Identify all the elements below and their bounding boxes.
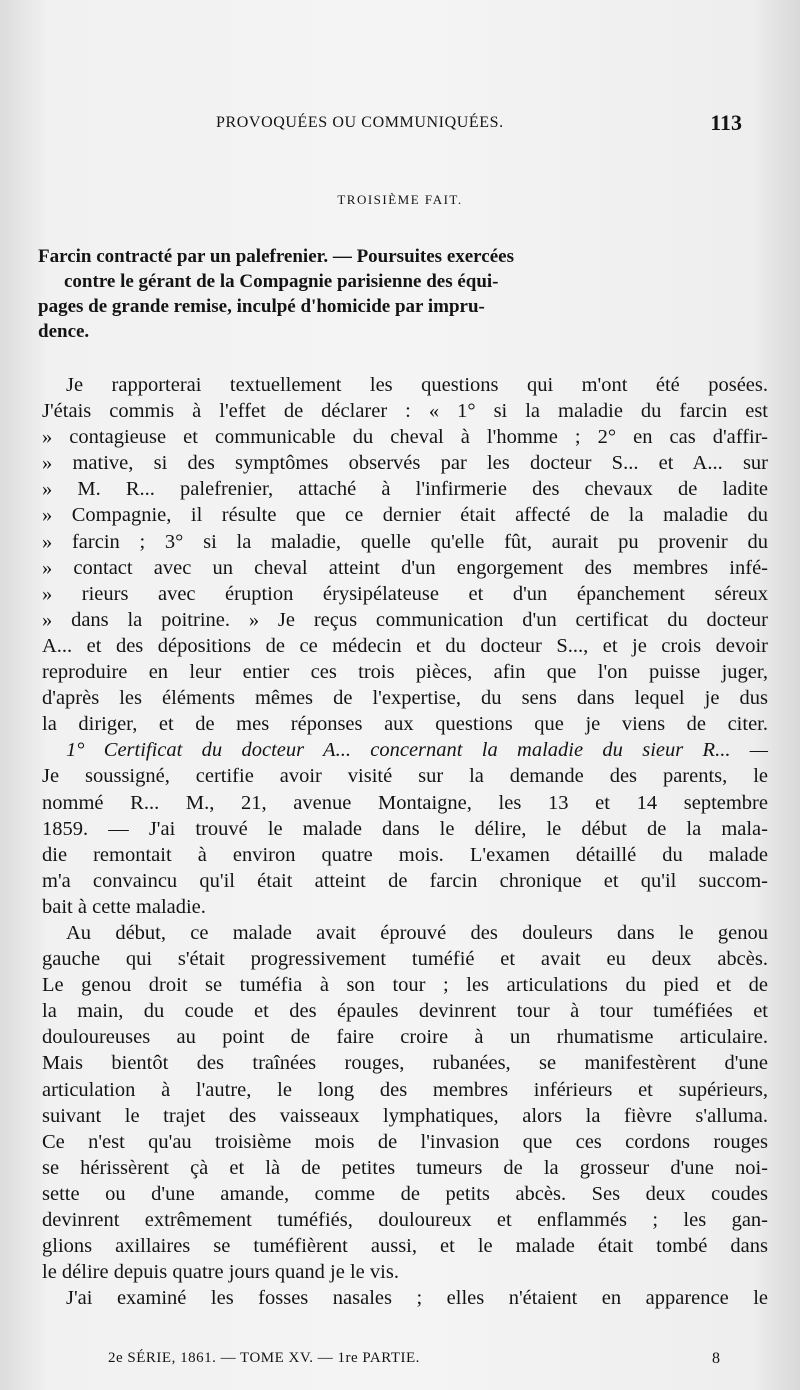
running-head: PROVOQUÉES OU COMMUNIQUÉES. [216, 114, 504, 131]
case-heading [38, 244, 766, 344]
heading-line: contre le gérant de la Compagnie parisienne des équi- [64, 271, 499, 292]
text-line: bait à cette maladie. [42, 895, 206, 918]
text-line: » contagieuse et communicable du cheval à l'homme ; 2° en cas d'affir- [42, 426, 768, 449]
text-line: J'ai examiné les fosses nasales ; elles n'étaient en apparence le [66, 1287, 768, 1310]
text-line: gauche qui s'était progressivement tuméfié et avait eu deux abcès. [42, 948, 768, 971]
text-line: » farcin ; 3° si la maladie, quelle qu'elle fût, aurait pu provenir du [42, 530, 768, 553]
text-line: suivant le trajet des vaisseaux lymphatiques, alors la fièvre s'alluma. [42, 1104, 768, 1127]
text-line: nommé R... M., 21, avenue Montaigne, les 13 et 14 septembre [42, 791, 768, 814]
text-line: la diriger, et de mes réponses aux questions que je viens de citer. [42, 713, 768, 736]
signature-mark: 8 [712, 1350, 720, 1367]
text-line: Je rapporterai textuellement les questions qui m'ont été posées. [66, 374, 768, 396]
text-line: die remontait à environ quatre mois. L'examen détaillé du malade [42, 843, 768, 866]
heading-line: dence. [38, 321, 90, 342]
text-line: » M. R... palefrenier, attaché à l'infirmerie des chevaux de ladite [42, 478, 768, 501]
text-line: » Compagnie, il résulte que ce dernier était affecté de la maladie du [42, 504, 768, 527]
certificate-title: 1° Certificat du docteur A... concernant la maladie du sieur R... — [66, 739, 768, 762]
text-line: » contact avec un cheval atteint d'un engorgement des membres infé- [42, 556, 768, 579]
text-line: A... et des dépositions de ce médecin et du docteur S..., et je crois devoir [42, 634, 768, 657]
text-line: la main, du coude et des épaules devinrent tour à tour tuméfiées et [42, 1000, 768, 1023]
text-line: le délire depuis quatre jours quand je le vis. [42, 1261, 399, 1284]
heading-line: pages de grande remise, inculpé d'homicide par impru- [38, 296, 485, 317]
text-line: se hérissèrent çà et là de petites tumeurs de la grosseur d'une noi- [42, 1156, 768, 1179]
body-text [42, 372, 768, 1311]
text-line: Le genou droit se tuméfia à son tour ; les articulations du pied et de [42, 974, 768, 997]
text-line: » rieurs avec éruption érysipélateuse et d'un épanchement séreux [42, 582, 768, 605]
text-line: Mais bientôt des traînées rouges, rubanées, se manifestèrent d'une [42, 1052, 768, 1075]
page-number: 113 [710, 110, 742, 135]
text-line: » mative, si des symptômes observés par les docteur S... et A... sur [42, 452, 768, 475]
text-line: J'étais commis à l'effet de déclarer : « 1° si la maladie du farcin est [42, 400, 768, 423]
text-line: m'a convaincu qu'il était atteint de farcin chronique et qu'il succom- [42, 869, 768, 892]
text-line: » dans la poitrine. » Je reçus communication d'un certificat du docteur [42, 608, 768, 631]
section-title: TROISIÈME FAIT. [337, 192, 463, 207]
text-line: Au début, ce malade avait éprouvé des douleurs dans le genou [66, 921, 768, 944]
text-line: douloureuses au point de faire croire à un rhumatisme articulaire. [42, 1026, 768, 1049]
text-line: glions axillaires se tuméfièrent aussi, et le malade était tombé dans [42, 1235, 768, 1258]
heading-line: Farcin contracté par un palefrenier. — Poursuites exercées [38, 246, 514, 267]
text-line: devinrent extrêmement tuméfiés, douloureux et enflammés ; les gan- [42, 1209, 768, 1231]
text-line: sette ou d'une amande, comme de petits abcès. Ses deux coudes [42, 1182, 768, 1205]
text-line: reproduire en leur entier ces trois pièces, afin que l'on puisse juger, [42, 661, 768, 684]
text-line: Ce n'est qu'au troisième mois de l'invasion que ces cordons rouges [42, 1130, 768, 1153]
text-line: 1859. — J'ai trouvé le malade dans le délire, le début de la mala- [42, 817, 768, 840]
text-line-italic [42, 737, 768, 763]
text-line: d'après les éléments mêmes de l'expertise, du sens dans lequel je dus [42, 687, 768, 710]
text-line: Je soussigné, certifie avoir visité sur la demande des parents, le [42, 765, 768, 788]
text-line: articulation à l'autre, le long des membres inférieurs et supérieurs, [42, 1078, 768, 1101]
footer-imprint: 2e SÉRIE, 1861. — TOME XV. — 1re PARTIE. [108, 1350, 420, 1366]
